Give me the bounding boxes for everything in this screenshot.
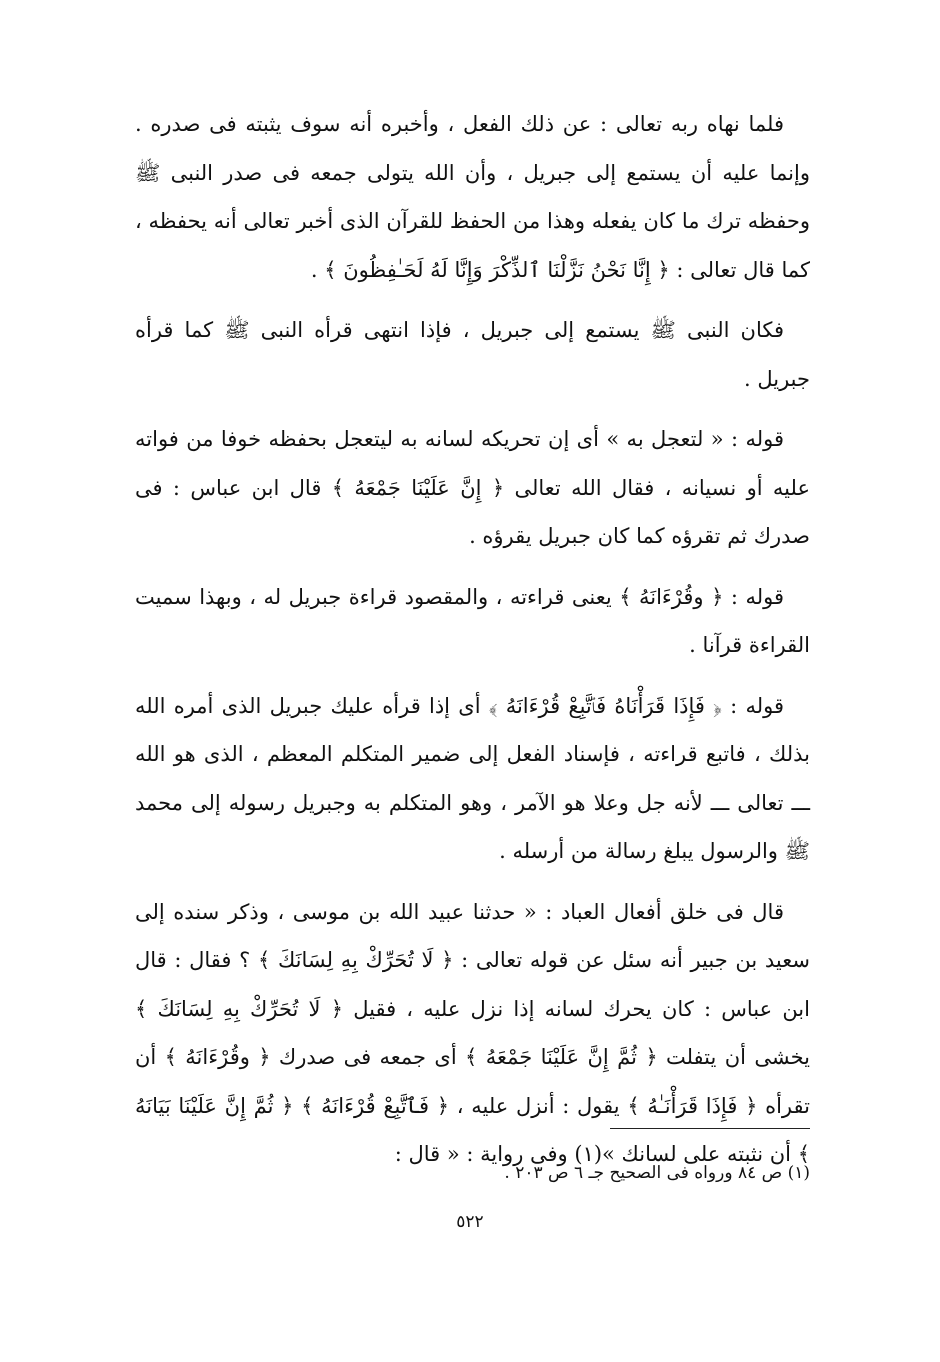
paragraph: فكان النبى ﷺ يستمع إلى جبريل ، فإذا انتهى قرأه النبى ﷺ كما قرأه جبريل .: [135, 318, 810, 391]
paragraph: فلما نهاه ربه تعالى : عن ذلك الفعل ، وأخبره أنه سوف يثبته فى صدره . وإنما عليه أن يستمع إلى جبريل ، وأن الله يتولى جمعه فى صدر النبى ﷺ وحفظه ترك ما كان يفعله وهذا من الحفظ للقرآن الذى أخبر تعالى أنه يحفظه ، كما قال تعالى : ﴿ إِنَّا نَحْنُ نَزَّلْنَا ٱلذِّكْرَ وَإِنَّا لَهُ لَحَـٰفِظُونَ ﴾ .: [135, 112, 810, 282]
page-number: ٥٢٢: [456, 1212, 484, 1232]
footnote-divider: [610, 1128, 810, 1129]
page-body: [135, 100, 810, 1191]
footnote: (١) ص ٨٤ ورواه فى الصحيح جـ ٦ ص ٢٠٣ .: [504, 1163, 810, 1183]
paragraph: قال فى خلق أفعال العباد : « حدثنا عبيد الله بن موسى ، وذكر سنده إلى سعيد بن جبير أنه سئل عن قوله تعالى : ﴿ لَا تُحَرِّكْ بِهِ لِسَانَكَ ﴾ ؟ فقال : قال ابن عباس : كان يحرك لسانه إذا نزل عليه ، فقيل ﴿ لَا تُحَرِّكْ بِهِ لِسَانَكَ ﴾ يخشى أن يتفلت ﴿ ثُمَّ إِنَّ عَلَيْنَا جَمْعَهُ ﴾ أى جمعه فى صدرك ﴿ وقُرْءَانَهُ ﴾ أن تقرأه ﴿ فَإِذَا قَرَأْنَـٰهُ ﴾ يقول : أنزل عليه ، ﴿ فَٱتَّبِعْ قُرْءَانَهُ ﴾ ﴿ ثُمَّ إِنَّ عَلَيْنَا بَيَانَهُ ﴾ أن نثبته على لسانك »(١) وفى رواية : « قال :: [135, 899, 810, 1166]
paragraph: قوله : ﴿ فَإِذَا قَرَأْنَاهُ فَٱتَّبِعْ قُرْءَانَهُ ﴾ أى إذا قرأه عليك جبريل الذى أمره الله بذلك ، فاتبع قراءته ، فإسناد الفعل إلى ضمير المتكلم المعظم ، الذى هو الله ـــ تعالى ـــ لأنه جل وعلا هو الآمر ، وهو المتكلم به وجبريل رسوله إلى محمد ﷺ والرسول يبلغ رسالة من أرسله .: [135, 693, 810, 863]
paragraph: قوله : ﴿ وقُرْءَانَهُ ﴾ يعنى قراءته ، والمقصود قراءة جبريل له ، وبهذا سميت القراءة قرآنا .: [135, 584, 810, 657]
paragraph: قوله : « لتعجل به » أى إن تحريكه لسانه به ليتعجل بحفظه خوفا من فواته عليه أو نسيانه ، فقال الله تعالى ﴿ إِنَّ عَلَيْنَا جَمْعَهُ ﴾ قال ابن عباس : فى صدرك ثم تقرؤه كما كان جبريل يقرؤه .: [135, 427, 810, 548]
